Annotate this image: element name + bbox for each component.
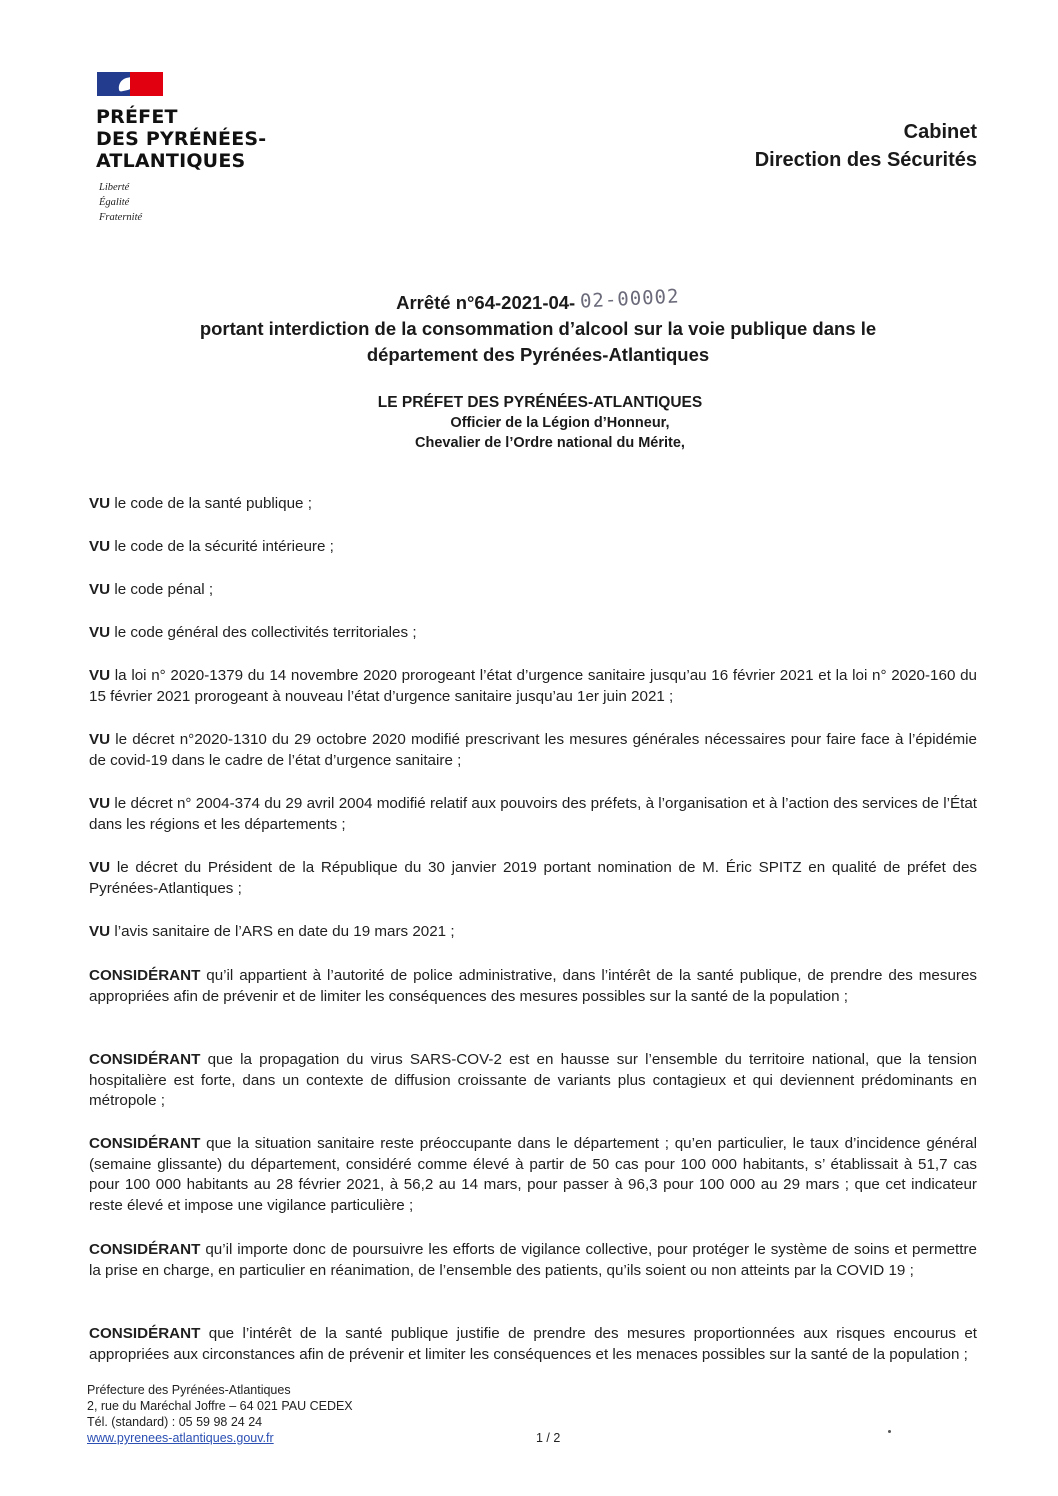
decree-paragraph: [89, 580, 977, 601]
decree-number: [100, 285, 976, 316]
republic-motto: [99, 180, 266, 225]
paragraph-keyword: CONSIDÉRANT: [89, 967, 201, 984]
decree-number-prefix: Arrêté n°64-2021-04-: [396, 292, 576, 313]
marianne-flag-icon: [97, 72, 163, 96]
decree-paragraph: [89, 494, 977, 515]
decree-paragraph: [89, 1324, 977, 1365]
footer-phone: Tél. (standard) : 05 59 98 24 24: [87, 1415, 263, 1429]
service-cabinet: Cabinet: [903, 121, 977, 143]
paragraph-text: le décret n°2020-1310 du 29 octobre 2020 modifié prescrivant les mesures générales nécessaires pour faire face à l’épidémie de covid-19 dans le cadre de l’état d’urgence sanitaire ;: [89, 731, 977, 769]
motto-line: Égalité: [99, 197, 130, 208]
decree-paragraph: [89, 858, 977, 899]
authority-title: Chevalier de l’Ordre national du Mérite,: [415, 435, 685, 451]
authority-title: Officier de la Légion d’Honneur,: [450, 415, 670, 431]
paragraph-text: le code de la santé publique ;: [110, 495, 312, 512]
paragraph-keyword: VU: [89, 667, 111, 684]
paragraph-keyword: VU: [89, 795, 111, 812]
decree-paragraph: [89, 1134, 977, 1216]
decree-paragraph: [89, 1240, 977, 1281]
paragraph-text: le décret n° 2004-374 du 29 avril 2004 modifié relatif aux pouvoirs des préfets, à l’organisation et à l’action des services de l’État dans les régions et les départements ;: [89, 795, 977, 833]
paragraph-keyword: VU: [89, 923, 111, 940]
paragraph-text: qu’il importe donc de poursuivre les efforts de vigilance collective, pour protéger le système de soins et permettre la prise en charge, en particulier en réanimation, de l’ensemble des patients, qu’ils soient ou non atteints par la COVID 19 ;: [89, 1241, 977, 1279]
paragraph-text: le code général des collectivités territoriales ;: [110, 624, 417, 641]
footer: [87, 1382, 353, 1446]
paragraph-keyword: CONSIDÉRANT: [89, 1135, 201, 1152]
paragraph-text: le décret du Président de la République du 30 janvier 2019 portant nomination de M. Éric SPITZ en qualité de préfet des Pyrénées-Atlantiques ;: [89, 859, 977, 897]
paragraph-keyword: VU: [89, 731, 111, 748]
logo-title: [96, 106, 266, 172]
decree-paragraph: [89, 794, 977, 835]
scan-dot: [888, 1430, 891, 1433]
authority-block: [300, 393, 760, 453]
logo-title-line: ATLANTIQUES: [96, 150, 246, 172]
paragraph-text: qu’il appartient à l’autorité de police administrative, dans l’intérêt de la santé publique, de prendre des mesures appropriées afin de prévenir et de limiter les conséquences des mesures possibles sur la santé de la population ;: [89, 967, 977, 1005]
service-header: [755, 118, 977, 174]
decree-paragraph: [89, 623, 977, 644]
paragraph-text: que la propagation du virus SARS-COV-2 est en hausse sur l’ensemble du territoire national, que la tension hospitalière est forte, dans un contexte de diffusion croissante de variants plus contagieux et qui deviennent prédominants en métropole ;: [89, 1051, 977, 1109]
prefet-logo: [96, 72, 266, 225]
paragraph-keyword: CONSIDÉRANT: [89, 1051, 201, 1068]
paragraph-text: le code de la sécurité intérieure ;: [110, 538, 334, 555]
paragraph-text: l’avis sanitaire de l’ARS en date du 19 mars 2021 ;: [110, 923, 455, 940]
decree-paragraph: [89, 922, 977, 943]
paragraph-text: la loi n° 2020-1379 du 14 novembre 2020 prorogeant l’état d’urgence sanitaire jusqu’au 16 février 2021 et la loi n° 2020-160 du 15 février 2021 prorogeant à nouveau l’état d’urgence sanitaire jusqu’au 1er juin 2021 ;: [89, 667, 977, 705]
paragraph-text: le code pénal ;: [110, 581, 214, 598]
decree-paragraph: [89, 666, 977, 707]
logo-title-line: PRÉFET: [96, 106, 178, 128]
decree-subject-line: département des Pyrénées-Atlantiques: [366, 344, 710, 365]
footer-address-line: 2, rue du Maréchal Joffre – 64 021 PAU CEDEX: [87, 1399, 353, 1413]
paragraph-text: que l’intérêt de la santé publique justifie de prendre des mesures proportionnées aux risques encourus et appropriées aux circonstances afin de prévenir et limiter les conséquences et les menaces possibles sur la santé de la population ;: [89, 1325, 977, 1363]
decree-paragraph: [89, 537, 977, 558]
page-number: 1 / 2: [536, 1431, 561, 1445]
decree-title: [100, 285, 976, 368]
paragraph-keyword: VU: [89, 581, 111, 598]
decree-number-handwritten: 02-00002: [579, 285, 681, 313]
logo-title-line: DES PYRÉNÉES-: [96, 128, 267, 150]
paragraph-keyword: VU: [89, 859, 111, 876]
service-direction: Direction des Sécurités: [754, 149, 977, 171]
paragraph-keyword: CONSIDÉRANT: [89, 1325, 201, 1342]
paragraph-keyword: VU: [89, 495, 111, 512]
decree-paragraph: [89, 1050, 977, 1112]
paragraph-text: que la situation sanitaire reste préoccupante dans le département ; qu’en particulier, le taux d’incidence général (semaine glissante) du département, considéré comme élevé à partir de 50 cas pour 100 000 habitants, s’ établissait à 51,7 cas pour 100 000 habitants au 28 février 2021, à 56,2 au 14 mars, pour passer à 96,3 pour 100 000 au 29 mars ; que cet indicateur reste élevé et impose une vigilance particulière ;: [89, 1135, 977, 1214]
motto-line: Fraternité: [99, 212, 143, 223]
website-link[interactable]: www.pyrenees-atlantiques.gouv.fr: [87, 1431, 274, 1445]
paragraph-keyword: VU: [89, 538, 111, 555]
decree-paragraph: [89, 966, 977, 1007]
decree-paragraph: [89, 730, 977, 771]
authority-name: LE PRÉFET DES PYRÉNÉES-ATLANTIQUES: [377, 394, 703, 411]
footer-address-line: Préfecture des Pyrénées-Atlantiques: [87, 1383, 291, 1397]
paragraph-keyword: VU: [89, 624, 111, 641]
decree-subject-line: portant interdiction de la consommation d’alcool sur la voie publique dans le: [199, 318, 877, 339]
paragraph-keyword: CONSIDÉRANT: [89, 1241, 201, 1258]
motto-line: Liberté: [99, 182, 130, 193]
